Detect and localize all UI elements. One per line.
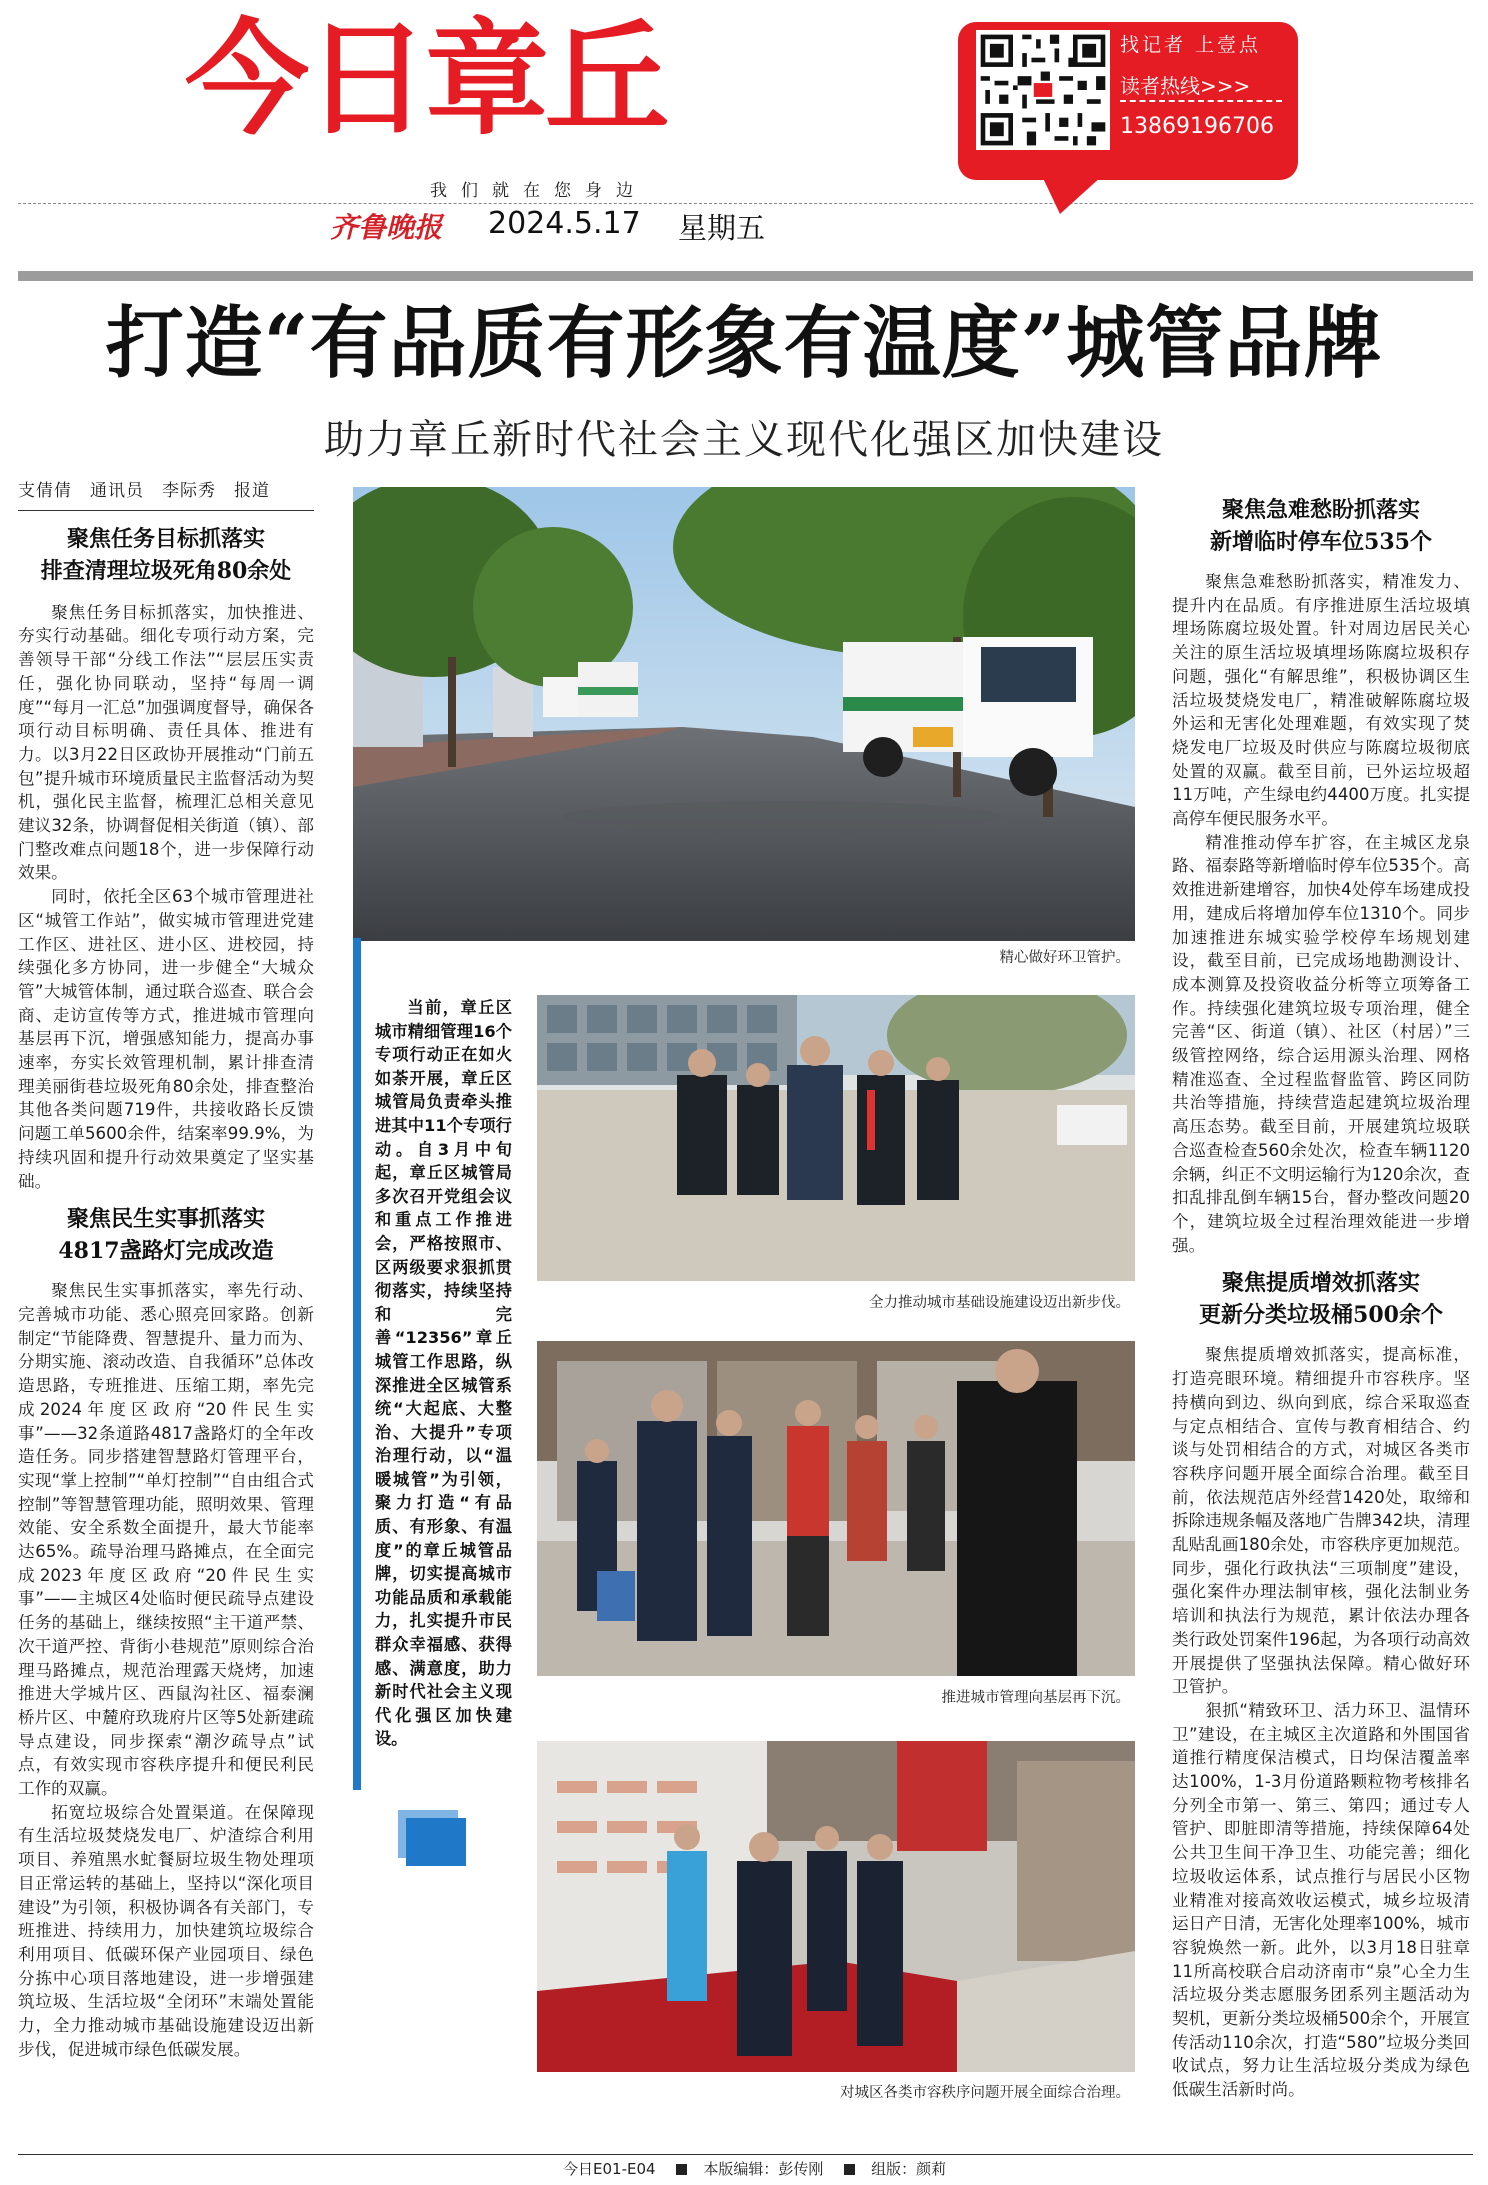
article-paragraph: 同时，依托全区63个城市管理进社区“城管工作站”，做实城市管理进党建工作区、进社区、进小区、进校园，持续强化多方协同，进一步健全“大城众管”大城管体制，通过联合巡查、联合会商、走访宣传等方式，推进城市管理向基层再下沉，增强感知能力，提高办事速率，夯实长效管理机制，累计排查清理美丽街巷垃圾死角80余处，排查整治其他各类问题719件，共接收路长反馈问题工单5600余件，结案率99.9%，为持续巩固和提升行动效果奠定了坚实基础。 — [18, 887, 314, 1191]
main-headline: 打造“有品质有形象有温度”城管品牌 — [105, 298, 1383, 389]
article-paragraph: 拓宽垃圾综合处置渠道。在保障现有生活垃圾焚烧发电厂、炉渣综合利用项目、养殖黑水虻餐厨垃圾生物处理项目正常运转的基础上，坚持以“深化项目建设”为引领，积极协调各有关部门，专班推进、持续用力，加快建筑垃圾综合利用项目、低碳环保产业园项目、绿色分拣中心项目落地建设，进一步增强建筑垃圾、生活垃圾“全闭环”末端处置能力，全力推动城市基础设施建设迈出新步伐，促进城市绿色低碳发展。 — [18, 1802, 314, 2059]
issue-date: 2024.5.17 — [488, 206, 641, 241]
sub-headline: 助力章丘新时代社会主义现代化强区加快建设 — [324, 417, 1164, 463]
section-heading-task-targets: 聚焦任务目标抓落实 排查清理垃圾死角80余处 — [40, 525, 292, 584]
hotline-speech-tail — [1042, 176, 1102, 214]
hotline-phone[interactable]: 13869196706 — [1120, 114, 1274, 139]
intro-text: 当前，章丘区城市精细管理16个专项行动正在如火如荼开展，章丘区城管局负责牵头推进其中11个专项行动。自3月中旬起，章丘区城管局多次召开党组会议和重点工作推进会，严格按照市、区两级要求狠抓贯彻落实，持续坚持和完善“12356”章丘城管工作思路，纵深推进全区城管系统“大起底、大整治、大提升”专项治理行动，以“温暖城管”为引领，聚力打造“有品质、有形象、有温度”的章丘城管品牌，切实提高城市功能品质和承载能力，扎实提升市民群众幸福感、获得感、满意度，助力新时代社会主义现代化强区加快建设。 — [375, 998, 512, 1749]
article-paragraph: 聚焦民生实事抓落实，率先行动、完善城市功能、悉心照亮回家路。创新制定“节能降费、智慧提升、量力而为、分期实施、滚动改造、自我循环”总体改造思路，专班推进、压缩工期，率先完成2024年度区政府“20件民生实事”——32条道路4817盏路灯的全年改造任务。同步搭建智慧路灯管理平台，实现“掌上控制”“单灯控制”“自由组合式控制”等智慧管理功能，照明效果、管理效能、安全系数全面提升，最大节能率达65%。疏导治理马路摊点，在全面完成2023年度区政府“20件民生实事”——主城区4处临时便民疏导点建设任务的基础上，继续按照“主干道严禁、次干道严控、背街小巷规范”原则综合治理马路摊点，规范治理露天烧烤，加速推进大学城片区、西鼠沟社区、福泰澜桥片区、中麓府玖珑府片区等5处新建疏导点建设，同步探索“潮汐疏导点”试点，有效实现市容秩序提升和便民利民工作的双赢。 — [18, 1281, 314, 1799]
masthead-divider — [18, 203, 1473, 204]
newspaper-logo: 齐鲁晚报 — [330, 211, 443, 244]
decorative-block — [406, 1818, 466, 1866]
footer-editor: 本版编辑：彭传刚 — [703, 2160, 824, 2178]
section-heading-livelihood: 聚焦民生实事抓落实 4817盏路灯完成改造 — [58, 1206, 274, 1265]
storefront-inspection-photo — [537, 1741, 1135, 2072]
article-paragraph: 狠抓“精致环卫、活力环卫、温情环卫”建设，在主城区主次道路和外围国省道推行精度保洁模式，日均保洁覆盖率达100%，1-3月份道路颗粒物考核排名分列全市第一、第三、第四；通过专人管护、即脏即清等措施，持续保障64处公共卫生间干净卫生、功能完善；细化垃圾收运体系，试点推行与居民小区物业精准对接高效收运模式，城乡垃圾清运日产日清，无害化处理率100%，城市容貌焕然一新。此外，以3月18日驻章11所高校联合启动济南市“泉”心全力生活垃圾分类志愿服务团系列主题活动为契机，更新分类垃圾桶500余个，开展宣传活动110余次，打造“580”垃圾分类回收试点，努力让生活垃圾分类成为绿色低碳生活新时尚。 — [1172, 1700, 1470, 2100]
photo-caption: 全力推动城市基础设施建设迈出新步伐。 — [869, 1295, 1130, 1311]
photo-caption: 推进城市管理向基层再下沉。 — [941, 1690, 1130, 1706]
square-bullet-icon — [844, 2164, 855, 2175]
street-sweeper-photo — [353, 487, 1135, 941]
qr-code-icon[interactable] — [976, 30, 1110, 150]
byline: 支倩倩 通讯员 李际秀 报道 — [18, 481, 270, 501]
officers-street-photo — [537, 1341, 1135, 1676]
section-top-bar — [18, 271, 1473, 281]
footer-divider — [18, 2154, 1473, 2155]
site-inspection-photo — [537, 995, 1135, 1281]
center-accent-bar — [353, 938, 361, 1790]
intro-paragraph — [375, 996, 512, 1751]
section-heading-garbage-bins: 聚焦提质增效抓落实 更新分类垃圾桶500余个 — [1199, 1270, 1443, 1329]
masthead-title: 今日章丘 — [185, 8, 666, 152]
article-paragraph: 聚焦提质增效抓落实，提高标准，打造亮眼环境。精细提升市容秩序。坚持横向到边、纵向到底，综合采取巡查与定点相结合、宣传与教育相结合、约谈与处罚相结合的方式，对城区各类市容秩序问题开展全面综合治理。截至目前，依法规范店外经营1420处，取缔和拆除违规条幅及落地广告牌342块，清理乱贴乱画180余处，市容秩序更加规范。同步，强化行政执法“三项制度”建设，强化案件办理法制审核，强化法制业务培训和执法行为规范，累计依法办理各类行政处罚案件196起，为各项行动高效开展提供了坚强执法保障。精心做好环卫管护。 — [1172, 1345, 1470, 1697]
article-paragraph: 精准推动停车扩容，在主城区龙泉路、福泰路等新增临时停车位535个。高效推进新建增容，加快4处停车场建成投用，建成后将增加停车位1310个。同步加速推进东城实验学校停车场规划建设，截至目前，已完成场地勘测设计、成本测算及投资收益分析等立项筹备工作。持续强化建筑垃圾专项治理，健全完善“区、街道（镇）、社区（村居）”三级管控网络，综合运用源头治理、网格精准巡查、全过程监督监管、跨区同防共治等措施，持续营造起建筑垃圾治理高压态势。截至目前，开展建筑垃圾联合巡查检查560余处次，检查车辆1120余辆，纠正不文明运输行为120余次，查扣乱排乱倒车辆15台，督办整改问题20个，建筑垃圾全过程治理效能进一步增强。 — [1172, 832, 1470, 1255]
photo-caption: 对城区各类市容秩序问题开展全面综合治理。 — [840, 2085, 1130, 2101]
section-heading-parking: 聚焦急难愁盼抓落实 新增临时停车位535个 — [1210, 497, 1432, 555]
byline-divider — [18, 510, 314, 511]
footer — [563, 2158, 962, 2179]
issue-weekday: 星期五 — [678, 211, 766, 245]
square-bullet-icon — [676, 2164, 687, 2175]
hotline-divider — [1120, 100, 1282, 102]
hotline-label: 读者热线>>> — [1120, 74, 1251, 98]
right-article-column — [1172, 494, 1470, 2102]
left-article-column — [18, 480, 314, 2061]
hotline-tagline: 找记者 上壹点 — [1120, 34, 1262, 56]
footer-proofreader: 组版：颜莉 — [871, 2160, 947, 2178]
article-paragraph: 聚焦任务目标抓落实，加快推进、夯实行动基础。细化专项行动方案，完善领导干部“分线工作法”“层层压实责任，强化协同联动，坚持“每周一调度”“每月一汇总”加强调度督导，确保各项行动目标明确、责任具体、推进有力。以3月22日区政协开展推动“门前五包”提升城市环境质量民主监督活动为契机，强化民主监督，梳理汇总相关意见建议32条，协调督促相关街道（镇）、部门整改难点问题18个，进一步保障行动效果。 — [18, 602, 314, 883]
masthead-slogan: 我们就在您身边 — [430, 181, 647, 201]
article-paragraph: 聚焦急难愁盼抓落实，精准发力、提升内在品质。有序推进原生活垃圾填埋场陈腐垃圾处置。针对周边居民关心关注的原生活垃圾填埋场陈腐垃圾积存问题，强化“有解思维”，积极协调区生活垃圾焚烧发电厂，精准破解陈腐垃圾外运和无害化处理难题，有效实现了焚烧发电厂垃圾及时供应与陈腐垃圾彻底处置的双赢。截至目前，已外运垃圾超11万吨，产生绿电约4400万度。扎实提高停车便民服务水平。 — [1172, 572, 1470, 829]
photo-caption: 精心做好环卫管护。 — [999, 950, 1130, 966]
footer-pages: 今日E01-E04 — [563, 2160, 656, 2178]
